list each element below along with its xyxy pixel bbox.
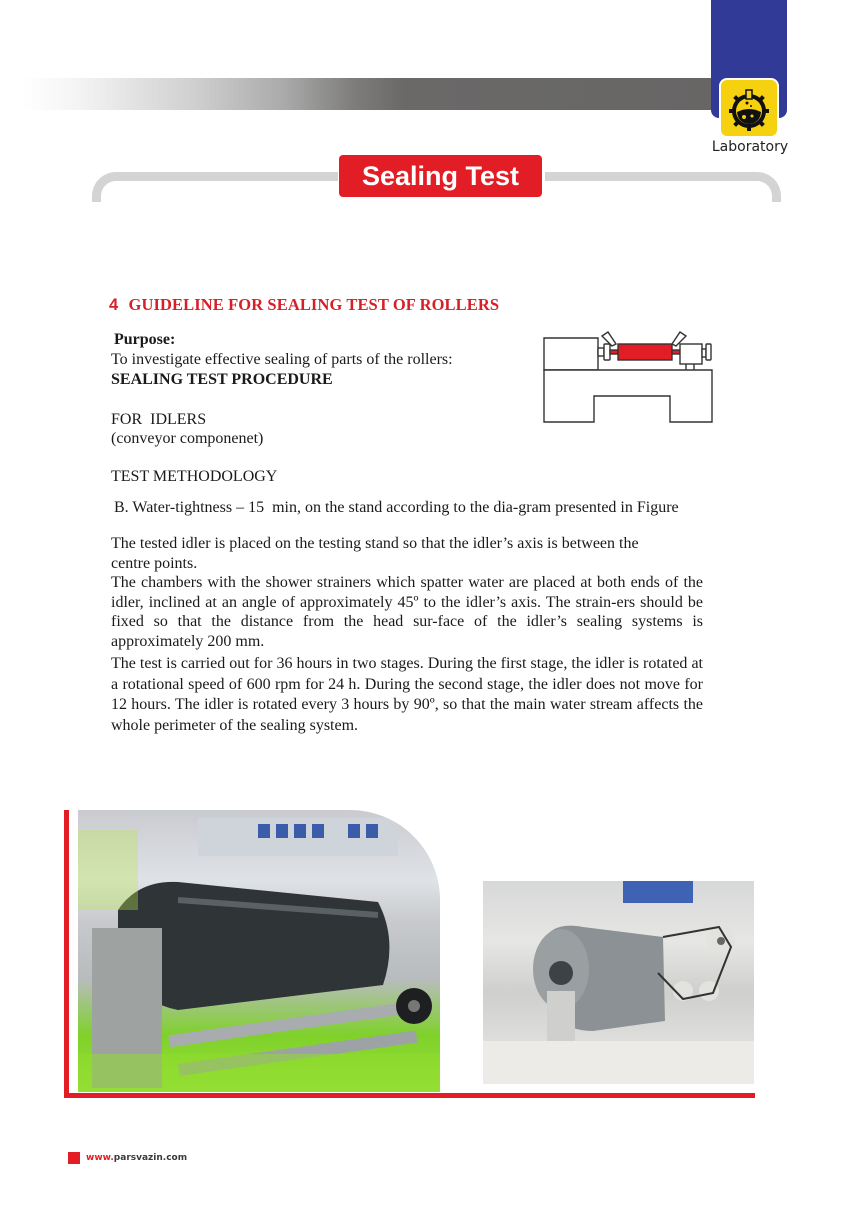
category-label: Laboratory [711,139,789,155]
section-number: 4 [109,296,119,314]
test-stand-diagram [540,330,720,426]
procedure-title: SEALING TEST PROCEDURE [111,371,333,388]
roller-water-test-photo [78,810,440,1092]
purpose-text: To investigate effective sealing of parts of the rollers: [111,351,453,368]
for-idlers-line: FOR IDLERS [111,411,207,428]
title-bracket-left [92,172,338,202]
title-bracket-right [545,172,781,202]
component-line: (conveyor componenet) [111,430,264,447]
url-prefix: www. [86,1153,114,1163]
methodology-heading: TEST METHODOLOGY [111,468,278,485]
paragraph-placement: The tested idler is placed on the testing stand so that the idler’s axis is between the centre points. [111,535,639,572]
paragraph-strainers: The chambers with the shower strainers which spatter water are placed at both ends of the idler, inclined at an angle of approximately 45º to the idler’s axis. The strain-ers should be fixed so that the distance from the head sur-face of the idler’s sealing systems is approximately 200 mm. [111,574,703,650]
paragraph-duration: The test is carried out for 36 hours in two stages. During the first stage, the idler is rotated at a rotational speed of 600 rpm for 24 h. During the second stage, the idler does not move for 12 hours. The idler is rotated every 3 hours by 90º, so that the main water stream affects the whole perimeter of the sealing system. [111,655,703,734]
url-domain: parsvazin.com [113,1153,188,1163]
water-tightness-line: B. Water-tightness – 15 min, on the stand according to the dia-gram presented in Figure [114,499,679,516]
laboratory-icon [721,80,777,136]
page-title: Sealing Test [339,155,542,197]
website-link[interactable] [86,1153,187,1163]
section-heading [109,295,499,315]
section-heading-text: GUIDELINE FOR SEALING TEST OF ROLLERS [128,295,500,314]
header-gradient-bar [22,78,716,110]
footer-marker [68,1152,80,1164]
roller-dust-test-photo [483,881,754,1084]
purpose-label: Purpose: [114,331,176,348]
